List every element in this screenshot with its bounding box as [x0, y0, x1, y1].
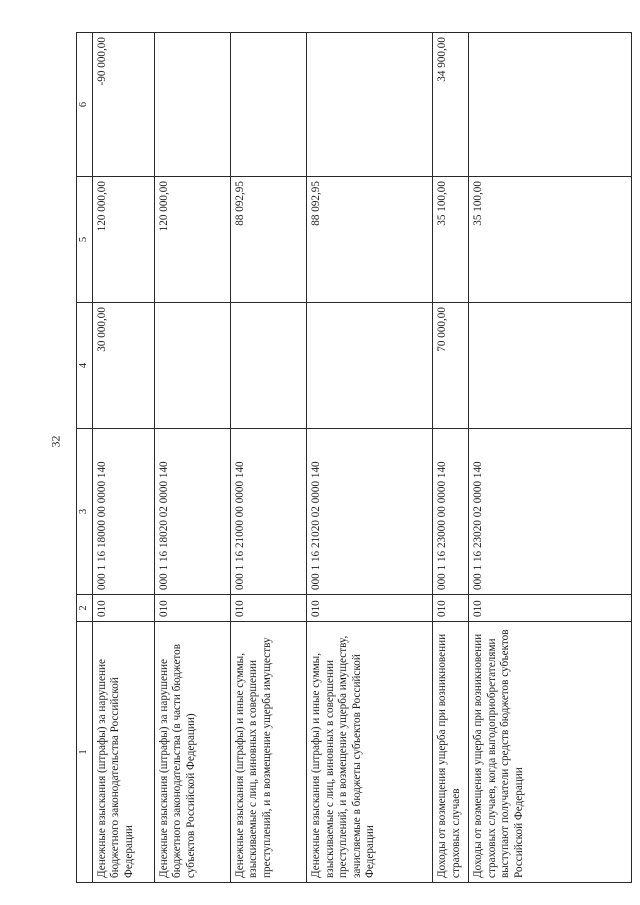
admin-code-cell: 010: [154, 595, 230, 622]
amount-col6-cell: [154, 33, 230, 177]
rotated-table-container: [76, 33, 632, 883]
amount-col4-cell: [306, 303, 432, 429]
table-row: [432, 33, 468, 883]
budget-code-cell: 000 1 16 18000 00 0000 140: [92, 429, 154, 595]
admin-code-cell: 010: [468, 595, 631, 622]
amount-col4-cell: 30 000,00: [92, 303, 154, 429]
budget-code-cell: 000 1 16 23000 00 0000 140: [432, 429, 468, 595]
admin-code-cell: 010: [230, 595, 306, 622]
amount-col5-cell: 88 092,95: [230, 177, 306, 303]
amount-col5-cell: 35 100,00: [468, 177, 631, 303]
amount-col4-cell: 70 000,00: [432, 303, 468, 429]
amount-col5-cell: 120 000,00: [92, 177, 154, 303]
revenue-name-cell: Денежные взыскания (штрафы) за нарушение бюджетного законодательства (в части бюджетов субъектов Российской Федерации): [154, 622, 230, 883]
admin-code-cell: 010: [306, 595, 432, 622]
revenue-table: [76, 32, 632, 883]
amount-col6-cell: [230, 33, 306, 177]
column-header: 6: [77, 33, 93, 177]
table-row: [306, 33, 432, 883]
page-number: 32: [48, 435, 63, 448]
amount-col6-cell: -90 000,00: [92, 33, 154, 177]
amount-col6-cell: [468, 33, 631, 177]
budget-code-cell: 000 1 16 18020 02 0000 140: [154, 429, 230, 595]
amount-col4-cell: [468, 303, 631, 429]
amount-col4-cell: [154, 303, 230, 429]
column-header: 5: [77, 177, 93, 303]
admin-code-cell: 010: [432, 595, 468, 622]
revenue-name-cell: Денежные взыскания (штрафы) и иные суммы, взыскиваемые с лиц, виновных в совершении преступлений, и в возмещение ущерба имуществу: [230, 622, 306, 883]
revenue-name-cell: Доходы от возмещения ущерба при возникновении страховых случаев: [432, 622, 468, 883]
revenue-name-cell: Доходы от возмещения ущерба при возникновении страховых случаев, когда выгодоприобретателями выступают получатели средств бюджетов субъектов Российской Федерации: [468, 622, 631, 883]
table-row: [154, 33, 230, 883]
budget-code-cell: 000 1 16 21000 00 0000 140: [230, 429, 306, 595]
table-row: [230, 33, 306, 883]
column-header: 4: [77, 303, 93, 429]
amount-col5-cell: 35 100,00: [432, 177, 468, 303]
amount-col5-cell: 88 092,95: [306, 177, 432, 303]
table-row: [468, 33, 631, 883]
table-header-row: [77, 33, 93, 883]
budget-code-cell: 000 1 16 21020 02 0000 140: [306, 429, 432, 595]
amount-col5-cell: 120 000,00: [154, 177, 230, 303]
column-header: 2: [77, 595, 93, 622]
amount-col6-cell: 34 900,00: [432, 33, 468, 177]
admin-code-cell: 010: [92, 595, 154, 622]
table-row: [92, 33, 154, 883]
revenue-name-cell: Денежные взыскания (штрафы) за нарушение бюджетного законодательства Российской Федерации: [92, 622, 154, 883]
amount-col6-cell: [306, 33, 432, 177]
budget-code-cell: 000 1 16 23020 02 0000 140: [468, 429, 631, 595]
column-header: 3: [77, 429, 93, 595]
revenue-name-cell: Денежные взыскания (штрафы) и иные суммы, взыскиваемые с лиц, виновных в совершении преступлений, и в возмещение ущерба имуществу, зачисляемые в бюджеты субъектов Российской Федерации: [306, 622, 432, 883]
column-header: 1: [77, 622, 93, 883]
amount-col4-cell: [230, 303, 306, 429]
